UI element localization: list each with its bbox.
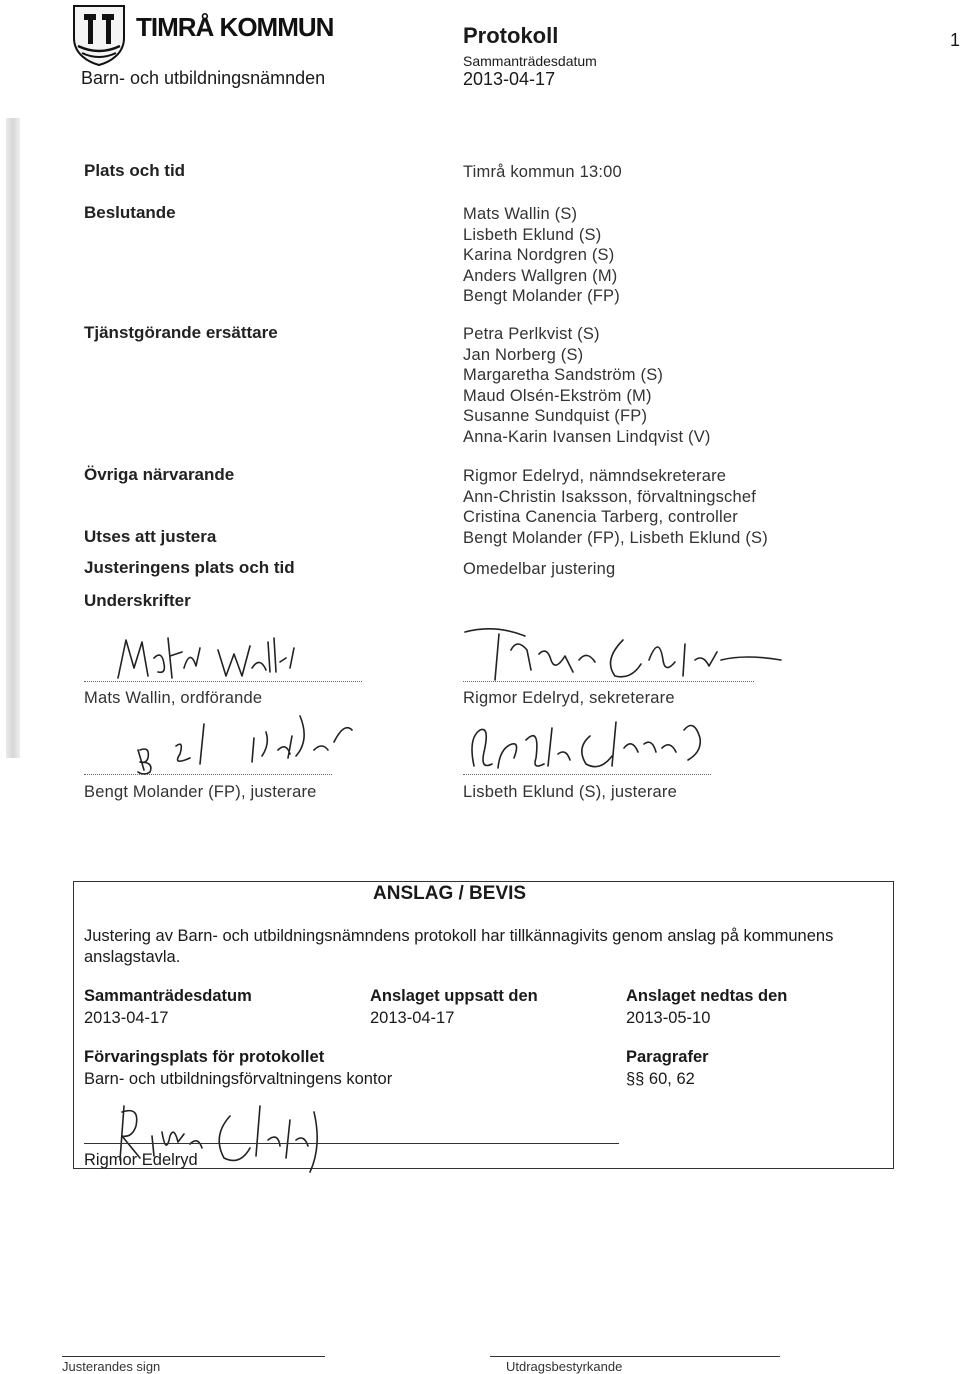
committee-name: Barn- och utbildningsnämnden bbox=[81, 68, 326, 88]
label-underskrifter: Underskrifter bbox=[84, 591, 191, 610]
footer-utdragsbestyrkande: Utdragsbestyrkande bbox=[506, 1359, 623, 1374]
signature-rigmor-edelryd bbox=[455, 620, 785, 690]
signature-bengt-molander bbox=[120, 706, 370, 778]
value-plats-och-tid: Timrå kommun 13:00 bbox=[463, 163, 622, 181]
list-item: Rigmor Edelryd, nämndsekreterare bbox=[463, 467, 727, 485]
anslag-title: ANSLAG / BEVIS bbox=[373, 883, 527, 904]
value-anslaget-nedtas: 2013-05-10 bbox=[626, 1009, 711, 1027]
signer-sekreterare: Rigmor Edelryd, sekreterare bbox=[463, 689, 675, 707]
footer-line-left bbox=[62, 1356, 325, 1357]
list-beslutande bbox=[463, 204, 620, 307]
label-forvaringsplats: Förvaringsplats för protokollet bbox=[84, 1048, 325, 1066]
value-forvaringsplats: Barn- och utbildningsförvaltningens kontor bbox=[84, 1070, 393, 1088]
label-ovriga-narvarande: Övriga närvarande bbox=[84, 465, 235, 484]
signature-mats-wallin bbox=[110, 628, 310, 686]
value-utses-att-justera: Bengt Molander (FP), Lisbeth Eklund (S) bbox=[463, 528, 768, 547]
label-beslutande: Beslutande bbox=[84, 203, 176, 222]
label-anslaget-uppsatt: Anslaget uppsatt den bbox=[370, 987, 538, 1005]
signature-line bbox=[84, 681, 362, 682]
list-item: Margaretha Sandström (S) bbox=[463, 366, 664, 384]
list-item: Lisbeth Eklund (S) bbox=[463, 225, 602, 244]
anslag-text-line-1: Justering av Barn- och utbildningsnämndens protokoll har tillkännagivits genom anslag på kommunens bbox=[84, 927, 834, 945]
municipal-coat-of-arms-icon bbox=[72, 4, 126, 66]
label-paragrafer: Paragrafer bbox=[626, 1048, 709, 1066]
list-item: Petra Perlkvist (S) bbox=[463, 325, 600, 343]
label-utses-att-justera: Utses att justera bbox=[84, 527, 217, 546]
label-sammantradesdatum: Sammanträdesdatum bbox=[84, 987, 252, 1005]
signature-line bbox=[463, 774, 711, 775]
list-item: Jan Norberg (S) bbox=[463, 345, 584, 364]
label-anslaget-nedtas: Anslaget nedtas den bbox=[626, 987, 788, 1005]
list-item: Bengt Molander (FP) bbox=[463, 287, 620, 305]
scan-edge-artifact bbox=[6, 118, 20, 758]
meeting-date: 2013-04-17 bbox=[463, 69, 556, 89]
meeting-date-label: Sammanträdesdatum bbox=[463, 53, 597, 69]
signature-line bbox=[463, 681, 754, 682]
signature-line bbox=[84, 774, 332, 775]
signer-ordforande: Mats Wallin, ordförande bbox=[84, 689, 263, 707]
signer-justerare-2: Lisbeth Eklund (S), justerare bbox=[463, 783, 677, 801]
document-title: Protokoll bbox=[463, 23, 559, 48]
label-plats-och-tid: Plats och tid bbox=[84, 161, 186, 180]
footer-line-right bbox=[490, 1356, 780, 1357]
list-item: Mats Wallin (S) bbox=[463, 205, 578, 223]
list-item: Maud Olsén-Ekström (M) bbox=[463, 386, 652, 405]
value-paragrafer: §§ 60, 62 bbox=[626, 1070, 695, 1088]
signer-justerare-1: Bengt Molander (FP), justerare bbox=[84, 783, 317, 801]
anslag-text-line-2: anslagstavla. bbox=[84, 948, 181, 966]
label-tjanstgorande-ersattare: Tjänstgörande ersättare bbox=[84, 323, 278, 342]
page-number: 1 bbox=[950, 30, 960, 50]
value-justeringens-plats: Omedelbar justering bbox=[463, 560, 616, 578]
brand-name: TIMRÅ KOMMUN bbox=[136, 12, 334, 42]
list-ovriga bbox=[463, 466, 768, 548]
list-item: Ann-Christin Isaksson, förvaltningschef bbox=[463, 487, 757, 506]
list-item: Anders Wallgren (M) bbox=[463, 266, 618, 285]
list-item: Karina Nordgren (S) bbox=[463, 246, 615, 264]
list-item: Susanne Sundquist (FP) bbox=[463, 407, 648, 425]
anslag-signer: Rigmor Edelryd bbox=[84, 1151, 198, 1169]
list-ersattare bbox=[463, 324, 711, 447]
footer-justerandes-sign: Justerandes sign bbox=[62, 1359, 161, 1374]
list-item: Cristina Canencia Tarberg, controller bbox=[463, 508, 738, 526]
anslag-signature-line bbox=[84, 1143, 619, 1144]
label-justeringens-plats: Justeringens plats och tid bbox=[84, 558, 295, 577]
value-sammantradesdatum: 2013-04-17 bbox=[84, 1009, 169, 1027]
list-item: Anna-Karin Ivansen Lindqvist (V) bbox=[463, 427, 711, 446]
value-anslaget-uppsatt: 2013-04-17 bbox=[370, 1009, 455, 1027]
